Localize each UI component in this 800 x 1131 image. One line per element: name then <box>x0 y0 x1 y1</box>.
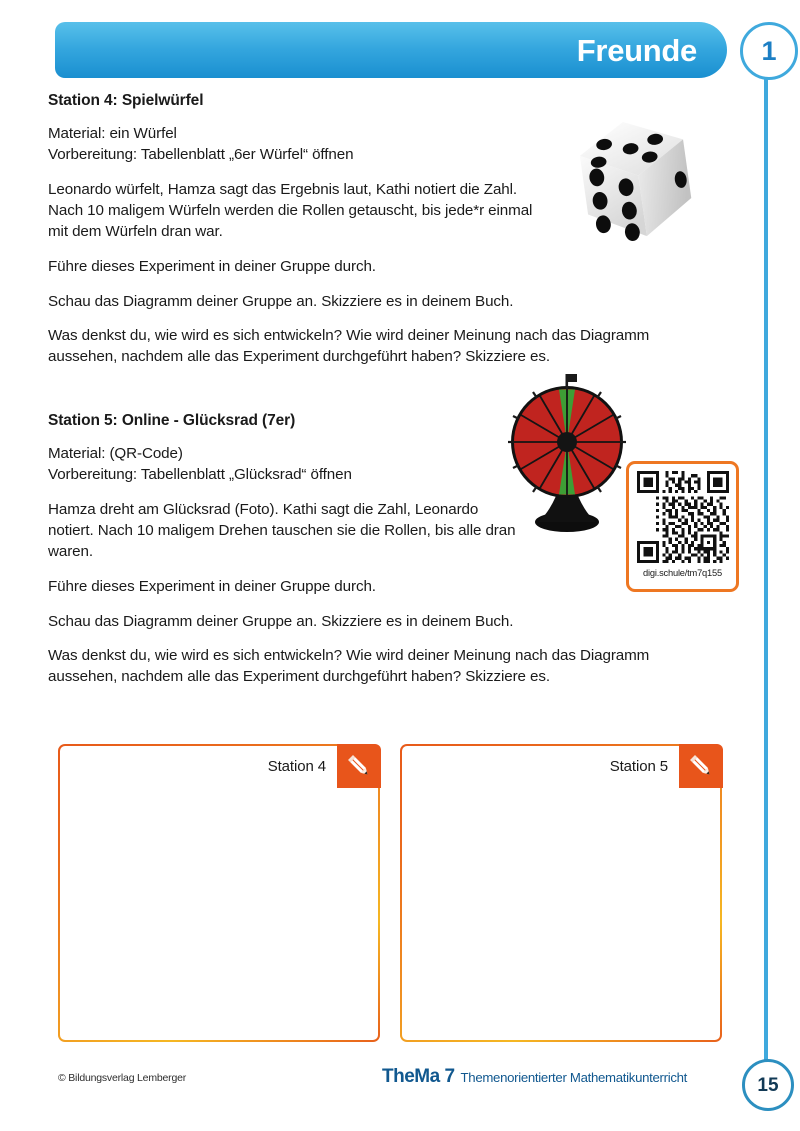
pencil-glyph <box>686 751 716 781</box>
page-number-badge <box>742 1059 794 1111</box>
chapter-number-badge <box>740 22 798 80</box>
spielwuerfel-image <box>556 103 728 258</box>
answer-box-station-5[interactable] <box>400 744 722 1042</box>
station-5-task-3: Was denkst du, wie wird es sich entwickeln? Wie wird deiner Meinung nach das Diagramm aussehen, nachdem alle das Experiment durchgeführt haben? Skizziere es. <box>48 647 650 685</box>
station-5-preparation: Vorbereitung: Tabellenblatt „Glücksrad“ öffnen <box>48 466 352 483</box>
qr-code-url-label: digi.schule/tm7q155 <box>643 568 722 578</box>
pencil-glyph <box>344 751 374 781</box>
station-4-task-3: Was denkst du, wie wird es sich entwickeln? Wie wird deiner Meinung nach das Diagramm aussehen, nachdem alle das Experiment durchgeführt haben? Skizziere es. <box>48 327 650 365</box>
chapter-number-label: 1 <box>761 35 777 66</box>
station-4-task-2: Schau das Diagramm deiner Gruppe an. Skizziere es in deinem Buch. <box>48 293 514 310</box>
station-4-description: Leonardo würfelt, Hamza sagt das Ergebnis laut, Kathi notiert die Zahl. Nach 10 maligem Würfeln werden die Rollen getauscht, bis jede*r einmal mit dem Würfeln dran war. <box>48 181 533 240</box>
footer-brand <box>382 1066 687 1088</box>
station-5-task-2: Schau das Diagramm deiner Gruppe an. Skizziere es in deinem Buch. <box>48 613 514 630</box>
page-number-label: 15 <box>757 1074 779 1096</box>
station-5-description: Hamza dreht am Glücksrad (Foto). Kathi sagt die Zahl, Leonardo notiert. Nach 10 maligem Drehen tauschen sie die Rollen, bis alle dran waren. <box>48 501 516 560</box>
dice-illustration <box>557 102 713 258</box>
pencil-icon <box>337 744 381 788</box>
station-4-title: Station 4: Spielwürfel <box>48 92 204 109</box>
answer-box-label-station-5: Station 5 <box>609 758 668 775</box>
footer-brand-subtitle: Themenorientierter Mathematikunterricht <box>460 1070 688 1085</box>
prize-wheel-illustration <box>508 372 626 534</box>
pencil-icon <box>679 744 723 788</box>
page-title: Freunde <box>576 32 697 68</box>
gluecksrad-image <box>508 372 626 534</box>
station-4-task-1: Führe dieses Experiment in deiner Gruppe durch. <box>48 258 376 275</box>
station-5-material: Material: (QR-Code) <box>48 445 183 462</box>
station-4-material: Material: ein Würfel <box>48 125 177 142</box>
answer-box-label-station-4: Station 4 <box>267 758 326 775</box>
station-5-task-1: Führe dieses Experiment in deiner Gruppe durch. <box>48 578 376 595</box>
footer-brand-name: TheMa 7 <box>382 1066 455 1087</box>
qr-code-box[interactable] <box>626 461 739 592</box>
station-4-preparation: Vorbereitung: Tabellenblatt „6er Würfel“ öffnen <box>48 146 354 163</box>
station-5-title: Station 5: Online - Glücksrad (7er) <box>48 412 296 429</box>
footer-copyright: © Bildungsverlag Lemberger <box>58 1072 187 1084</box>
chapter-spine-line <box>764 70 768 1070</box>
answer-box-station-4[interactable] <box>58 744 380 1042</box>
page-header-banner <box>55 22 727 78</box>
qr-code-icon <box>637 471 729 563</box>
